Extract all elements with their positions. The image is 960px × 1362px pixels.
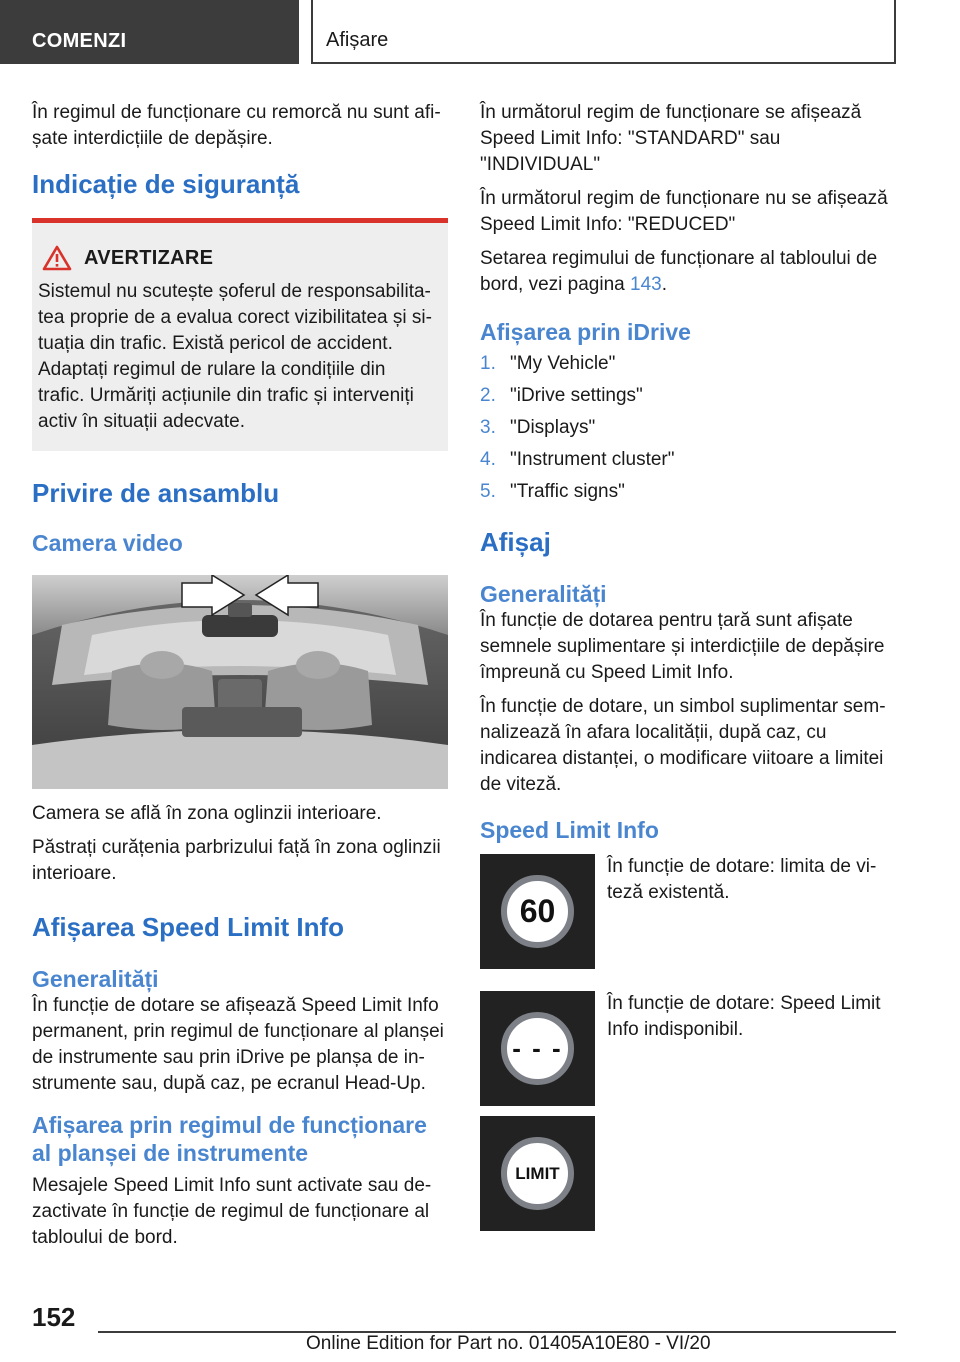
- idrive-steps-list: [480, 348, 896, 508]
- display-speed-limit-heading: Afișarea Speed Limit Info: [32, 912, 345, 942]
- list-item: 2. "iDrive settings": [480, 385, 643, 406]
- mode-not-shown-text: În următorul regim de funcționare nu se afișează Speed Limit Info: "REDUCED": [480, 188, 888, 235]
- general-text-right-1: În funcție de dotarea pentru țară sunt afișate semnele suplimentare și interdicțiile de depășire împreună cu Speed Limit Info.: [480, 610, 885, 683]
- right-column: [480, 100, 896, 1231]
- trailer-mode-note: În regimul de funcționare cu remorcă nu sunt afi‐ șate interdicțiile de depășire.: [32, 102, 441, 149]
- sign-row-2: [480, 991, 896, 1106]
- safety-heading: Indicație de siguranță: [32, 169, 300, 199]
- list-item: 4. "Instrument cluster": [480, 449, 675, 470]
- idrive-heading: Afișarea prin iDrive: [480, 319, 691, 345]
- list-item: 1. "My Vehicle": [480, 353, 616, 374]
- speed-limit-ended-sign-icon: LIMIT: [480, 1116, 595, 1231]
- instrument-mode-heading: Afișarea prin regimul de funcționare al planșei de instrumente: [32, 1112, 427, 1166]
- general-heading-right: Generalități: [480, 581, 607, 607]
- warning-label: AVERTIZARE: [84, 246, 214, 269]
- general-text-right-2: În funcție de dotare, un simbol suplimentar sem‐ nalizează în afara localității, după caz, cu indicarea distanței, o modificare viitoare a limitei de viteză.: [480, 696, 886, 795]
- left-column: [32, 100, 448, 1259]
- general-text-left: În funcție de dotare se afișează Speed Limit Info permanent, prin regimul de funcționare al planșei de instrumente sau prin iDrive pe planșa de in‐ strumente sau, după caz, pe ecranul Head-Up.: [32, 995, 444, 1094]
- setting-text: [480, 246, 896, 298]
- list-item: 3. "Displays": [480, 417, 596, 438]
- display-heading: Afișaj: [480, 527, 551, 557]
- footer-edition: Online Edition for Part no. 01405A10E80 - VI/20: [306, 1333, 711, 1354]
- page-reference-link[interactable]: 143: [630, 274, 662, 295]
- camera-location-text: Camera se află în zona oglinzii interioare.: [32, 803, 382, 824]
- speed-limit-unavailable-sign-icon: - - -: [480, 991, 595, 1106]
- header-chapter-title: Afișare: [326, 29, 389, 51]
- car-interior-illustration: [32, 575, 448, 789]
- camera-heading: Camera video: [32, 530, 183, 556]
- header-section-title: COMENZI: [32, 30, 127, 52]
- warning-text: Sistemul nu scutește șoferul de responsabilita‐ tea proprie de a evalua corect vizibilitatea și si‐ tuația din trafic. Există pericol de accident. Adaptați regimul de rulare la condițiile din trafic. Urmăriți acțiunile din trafic și interveniți activ în situații adecvate.: [38, 281, 432, 432]
- speed-limit-60-sign-icon: 60: [480, 854, 595, 969]
- setting-text-prefix: Setarea regimului de funcționare al tabloului de bord, vezi pagina: [480, 248, 878, 295]
- camera-clean-text: Păstrați curățenia parbrizului față în zona oglinzii interioare.: [32, 837, 441, 884]
- warning-box: [32, 218, 448, 451]
- sign-row-3: [480, 1116, 896, 1231]
- header-chapter-tab: [311, 0, 896, 64]
- sign-2-caption: În funcție de dotare: Speed Limit Info indisponibil.: [607, 993, 881, 1040]
- overview-heading: Privire de ansamblu: [32, 478, 280, 508]
- warning-triangle-icon: [42, 245, 72, 271]
- speed-limit-info-heading: Speed Limit Info: [480, 817, 659, 843]
- mode-shown-text: În următorul regim de funcționare se afișează Speed Limit Info: "STANDARD" sau "INDIVIDUAL": [480, 102, 862, 175]
- instrument-mode-text: Mesajele Speed Limit Info sunt activate sau de‐ zactivate în funcție de regimul de funcționare al tabloului de bord.: [32, 1175, 432, 1248]
- general-heading-left: Generalități: [32, 966, 159, 992]
- setting-text-suffix: .: [661, 274, 667, 295]
- sign-row-1: [480, 854, 896, 969]
- list-item: 5. "Traffic signs": [480, 481, 625, 502]
- header-section-tab: [0, 0, 299, 64]
- sign-1-caption: În funcție de dotare: limita de vi‐ teză existentă.: [607, 856, 877, 903]
- page-number: 152: [32, 1302, 76, 1332]
- camera-location-photo: [32, 575, 448, 789]
